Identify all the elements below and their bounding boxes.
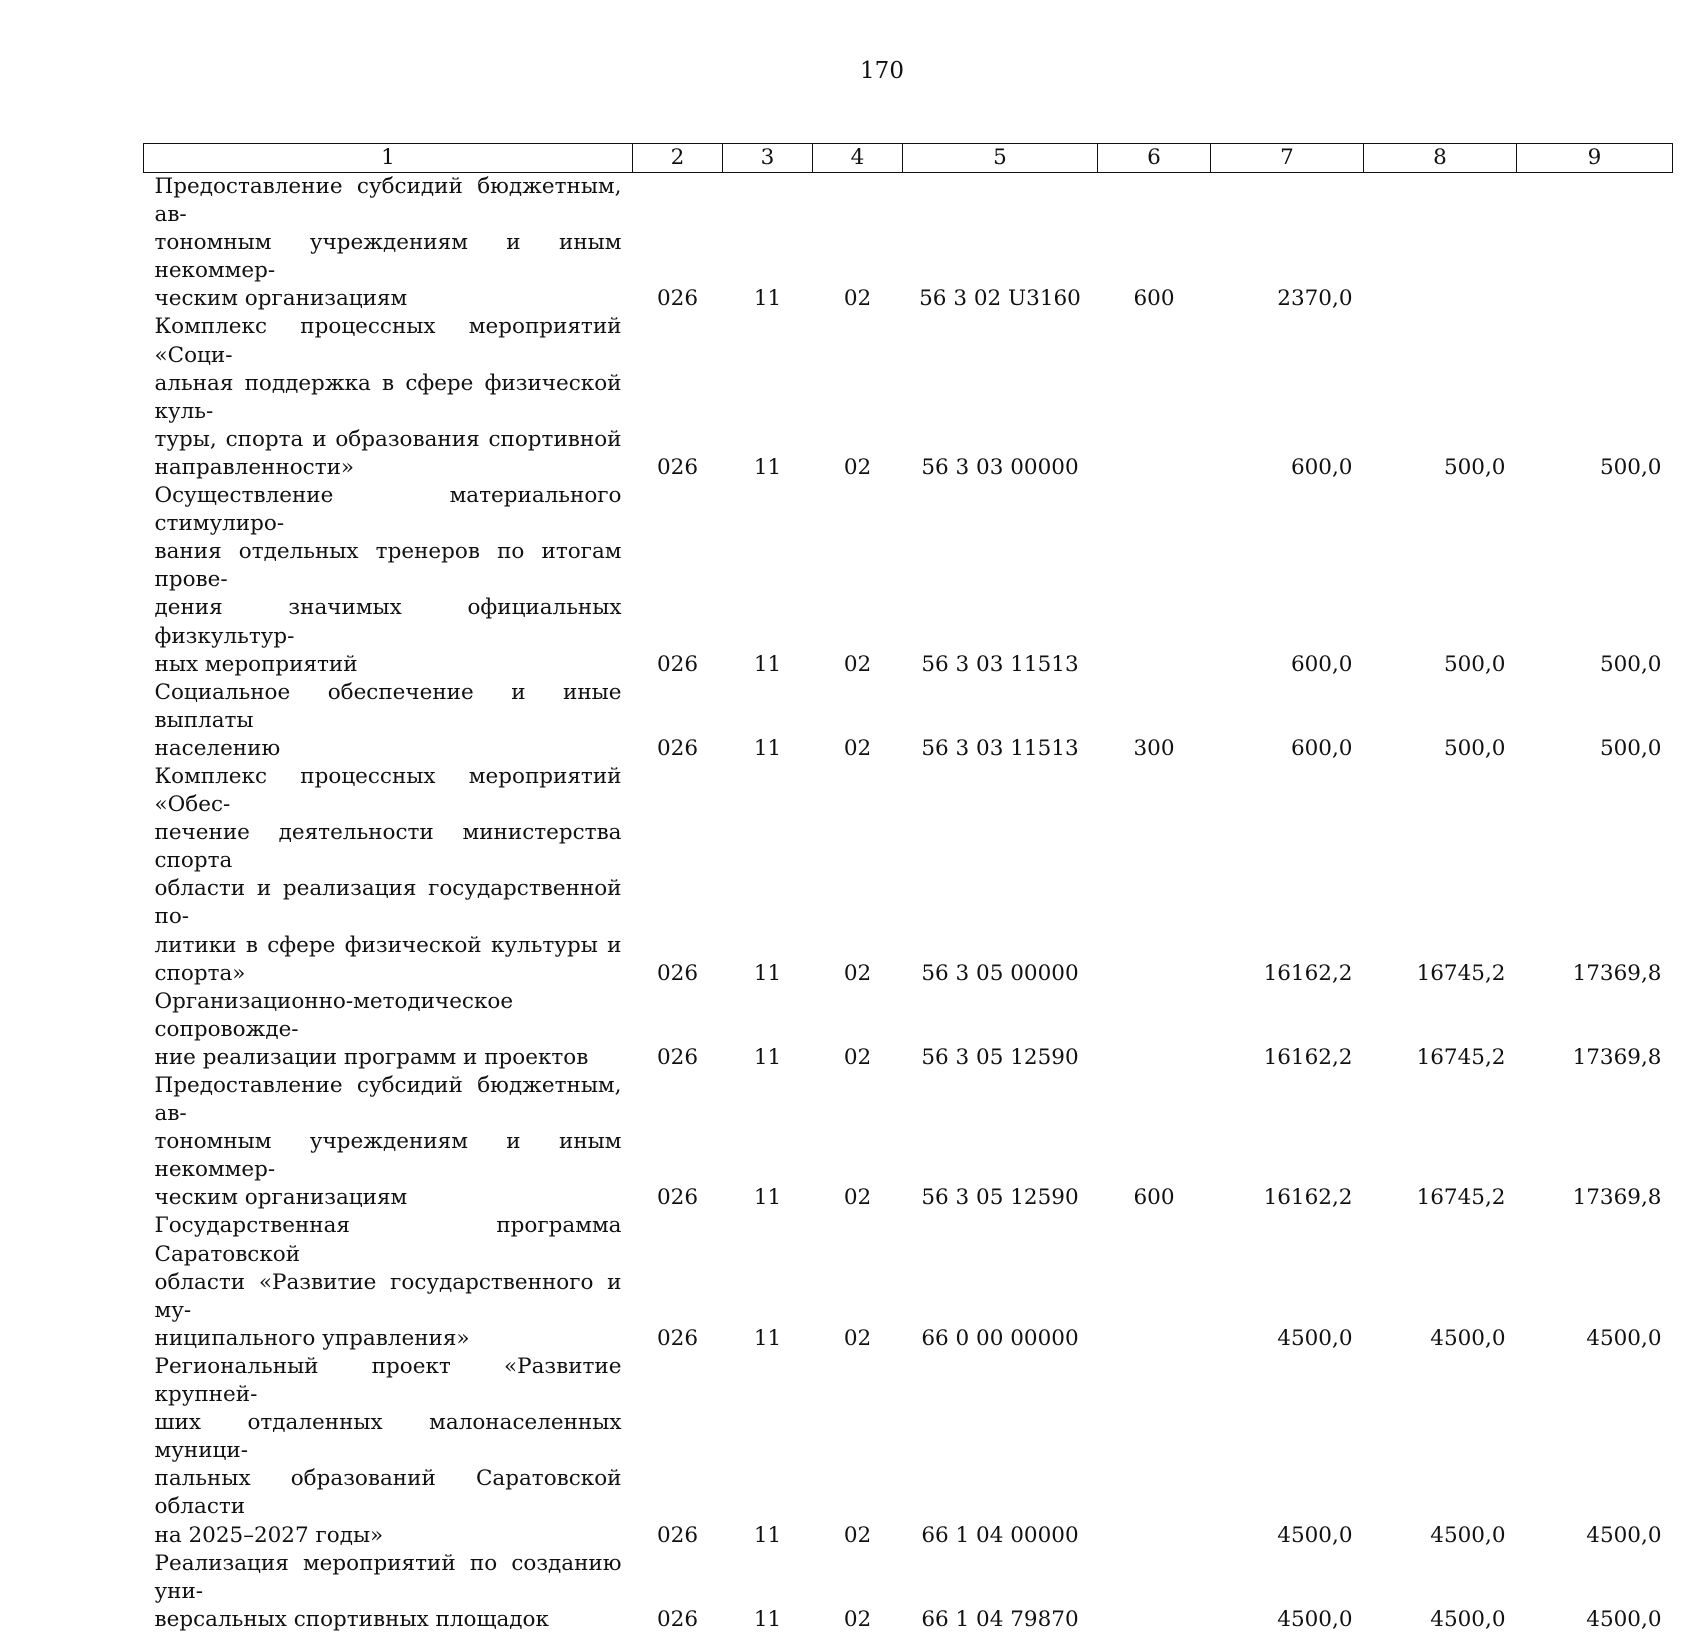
table-row [144,763,1673,988]
amount-2025-cell: 4500,0 [1277,1606,1353,1632]
expense-type-cell: 600 [1133,1185,1175,1211]
table-body [144,173,1673,1634]
expense-type-cell [1098,1353,1211,1550]
table-row [144,988,1673,1072]
expense-type-cell: 300 [1133,735,1175,761]
section-code-cell: 026 [656,735,699,761]
table-row [144,313,1673,482]
amount-2026-cell: 500,0 [1443,735,1506,761]
target-article-cell: 56 3 05 12590 [921,1044,1079,1070]
budget-table [143,143,1673,1634]
item-name-line: ших отдаленных малонаселенных муници- [154,1410,622,1464]
amount-2026-cell: 16745,2 [1416,1044,1506,1070]
subsection-code-cell: 11 [753,1044,782,1070]
section-code-cell: 026 [656,1325,699,1351]
column-header: 4 [813,144,903,173]
subsection-code-cell: 11 [753,1522,782,1548]
target-article-cell: 56 3 03 11513 [921,651,1079,677]
item-name-cell [144,1353,633,1550]
expense-type-cell [1098,1212,1211,1352]
amount-2026-cell: 500,0 [1443,651,1506,677]
item-name-line: Региональный проект «Развитие крупней- [154,1353,622,1408]
amount-2026-cell: 16745,2 [1416,1185,1506,1211]
target-article-cell: 56 3 05 00000 [921,960,1079,986]
item-name-line: Предоставление субсидий бюджетным, ав- [154,174,622,228]
section-code-cell: 026 [656,960,699,986]
item-name-line: ниципального управления» [154,1325,470,1351]
item-name-line: Предоставление субсидий бюджетным, ав- [154,1073,622,1127]
item-name-line: Государственная программа Саратовской [154,1213,622,1267]
column-header: 1 [144,144,633,173]
item-name-line: литики в сфере физической культуры и [154,932,622,958]
item-name-line: пальных образований Саратовской области [154,1466,622,1520]
subsection-part-cell: 02 [843,1606,872,1632]
column-header: 3 [723,144,813,173]
amount-2026-cell: 4500,0 [1430,1606,1506,1632]
subsection-code-cell: 11 [753,960,782,986]
subsection-part-cell: 02 [843,735,872,761]
amount-2027-cell: 17369,8 [1572,1044,1662,1070]
subsection-code-cell: 11 [753,1325,782,1351]
subsection-part-cell: 02 [843,1522,872,1548]
amount-2025-cell: 16162,2 [1263,1044,1353,1070]
section-code-cell: 026 [656,1185,699,1211]
section-code-cell: 026 [656,651,699,677]
amount-2027-cell: 500,0 [1599,651,1662,677]
amount-2025-cell: 4500,0 [1277,1522,1353,1548]
expense-type-cell [1098,1550,1211,1634]
subsection-code-cell: 11 [753,286,782,312]
amount-2025-cell: 600,0 [1290,454,1353,480]
item-name-line: Реализация мероприятий по созданию уни- [154,1550,622,1604]
item-name-line: тономным учреждениям и иным некоммер- [154,230,622,284]
item-name-line: области «Развитие государственного и му- [154,1269,622,1323]
item-name-line: ние реализации программ и проектов [154,1044,589,1070]
subsection-code-cell: 11 [753,1185,782,1211]
subsection-code-cell: 11 [753,1606,782,1632]
section-code-cell: 026 [656,1044,699,1070]
page-number: 170 [860,58,904,84]
item-name-cell [144,1072,633,1212]
item-name-line: ческим организациям [154,286,408,312]
table-row [144,173,1673,314]
table-row [144,482,1673,679]
expense-type-cell [1098,988,1211,1072]
amount-2026-cell: 4500,0 [1430,1522,1506,1548]
item-name-cell [144,313,633,482]
table-row [144,1353,1673,1550]
expense-type-cell [1098,482,1211,679]
subsection-part-cell: 02 [843,286,872,312]
amount-2026-cell: 500,0 [1443,454,1506,480]
item-name-line: альная поддержка в сфере физической куль- [154,370,622,424]
amount-2027-cell: 500,0 [1599,454,1662,480]
column-header: 5 [903,144,1098,173]
section-code-cell: 026 [656,1522,699,1548]
item-name-line: тономным учреждениям и иным некоммер- [154,1129,622,1183]
item-name-line: направленности» [154,454,355,480]
item-name-line: ческим организациям [154,1185,408,1211]
column-header: 7 [1211,144,1364,173]
amount-2025-cell: 4500,0 [1277,1325,1353,1351]
item-name-line: версальных спортивных площадок [154,1606,549,1632]
target-article-cell: 66 1 04 79870 [921,1606,1079,1632]
amount-2025-cell: 2370,0 [1277,286,1353,312]
item-name-line: Комплекс процессных мероприятий «Соци- [154,314,622,368]
target-article-cell: 56 3 02 U3160 [919,286,1081,312]
amount-2026-cell [1364,173,1517,314]
subsection-part-cell: 02 [843,1044,872,1070]
amount-2027-cell: 4500,0 [1586,1522,1662,1548]
target-article-cell: 66 1 04 00000 [921,1522,1079,1548]
subsection-part-cell: 02 [843,1185,872,1211]
subsection-part-cell: 02 [843,960,872,986]
item-name-cell [144,763,633,988]
subsection-part-cell: 02 [843,454,872,480]
amount-2027-cell: 500,0 [1599,735,1662,761]
column-header: 6 [1098,144,1211,173]
item-name-line: области и реализация государственной по- [154,876,622,930]
amount-2025-cell: 16162,2 [1263,1185,1353,1211]
target-article-cell: 56 3 05 12590 [921,1185,1079,1211]
column-header: 9 [1517,144,1673,173]
amount-2025-cell: 600,0 [1290,651,1353,677]
item-name-line: на 2025–2027 годы» [154,1522,384,1548]
table-row [144,1212,1673,1352]
amount-2026-cell: 4500,0 [1430,1325,1506,1351]
subsection-code-cell: 11 [753,454,782,480]
item-name-line: туры, спорта и образования спортивной [154,426,622,452]
section-code-cell: 026 [656,1606,699,1632]
item-name-line: спорта» [154,960,246,986]
expense-type-cell [1098,313,1211,482]
target-article-cell: 56 3 03 00000 [921,454,1079,480]
amount-2027-cell [1517,173,1673,314]
target-article-cell: 66 0 00 00000 [921,1325,1079,1351]
item-name-cell [144,482,633,679]
section-code-cell: 026 [656,286,699,312]
item-name-cell [144,1212,633,1352]
subsection-part-cell: 02 [843,651,872,677]
subsection-code-cell: 11 [753,735,782,761]
amount-2027-cell: 4500,0 [1586,1606,1662,1632]
amount-2025-cell: 600,0 [1290,735,1353,761]
subsection-part-cell: 02 [843,1325,872,1351]
item-name-cell [144,679,633,763]
table-header [144,144,1673,173]
section-code-cell: 026 [656,454,699,480]
amount-2027-cell: 17369,8 [1572,1185,1662,1211]
expense-type-cell: 600 [1133,286,1175,312]
table-row [144,679,1673,763]
amount-2025-cell: 16162,2 [1263,960,1353,986]
item-name-line: Осуществление материального стимулиро- [154,483,622,537]
column-header: 8 [1364,144,1517,173]
item-name-line: дения значимых официальных физкультур- [154,595,622,649]
amount-2026-cell: 16745,2 [1416,960,1506,986]
item-name-line: Социальное обеспечение и иные выплаты [154,679,622,733]
column-header: 2 [633,144,723,173]
item-name-line: Организационно-методическое сопровожде- [154,988,514,1042]
subsection-code-cell: 11 [753,651,782,677]
header-row [144,144,1673,173]
item-name-line: вания отдельных тренеров по итогам прове- [154,539,622,593]
item-name-line: населению [154,735,281,761]
amount-2027-cell: 4500,0 [1586,1325,1662,1351]
item-name-cell [144,173,633,314]
amount-2027-cell: 17369,8 [1572,960,1662,986]
table-row [144,1072,1673,1212]
item-name-cell [144,988,633,1072]
item-name-line: печение деятельности министерства спорта [154,820,622,874]
target-article-cell: 56 3 03 11513 [921,735,1079,761]
item-name-line: ных мероприятий [154,651,358,677]
item-name-line: Комплекс процессных мероприятий «Обес- [154,763,622,818]
expense-type-cell [1098,763,1211,988]
table-row [144,1550,1673,1634]
item-name-cell [144,1550,633,1634]
